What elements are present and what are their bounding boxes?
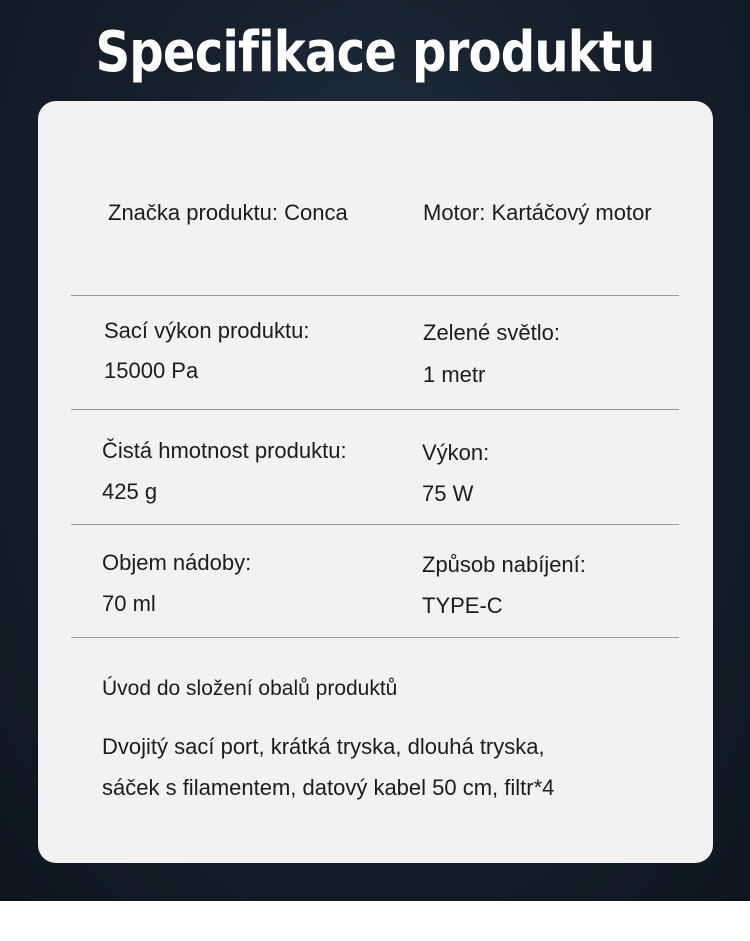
spec-green-light-label: Zelené světlo: [423,320,560,345]
divider [71,637,679,638]
spec-charging-label: Způsob nabíjení: [422,552,586,577]
spec-card [38,101,713,863]
spec-suction-value: 15000 Pa [104,358,199,383]
spec-power-label: Výkon: [422,440,490,465]
divider [71,295,679,296]
spec-weight-value: 425 g [102,479,158,504]
package-line: Dvojitý sací port, krátká tryska, dlouhá tryska, [102,734,545,759]
spec-container-value: 70 ml [102,591,156,616]
spec-charging-value: TYPE-C [422,593,503,618]
spec-power-value: 75 W [422,481,474,506]
spec-brand: Značka produktu: Conca [108,200,348,225]
page-title: Specifikace produktu [95,20,655,85]
package-title: Úvod do složení obalů produktů [102,677,398,700]
divider [71,409,679,410]
package-line: sáček s filamentem, datový kabel 50 cm, filtr*4 [102,775,555,800]
spec-weight-label: Čistá hmotnost produktu: [102,438,347,463]
spec-suction-label: Sací výkon produktu: [104,318,310,343]
spec-green-light-value: 1 metr [423,362,486,387]
spec-container-label: Objem nádoby: [102,550,252,575]
spec-motor: Motor: Kartáčový motor [423,200,652,225]
divider [71,524,679,525]
package-contents [102,726,662,808]
